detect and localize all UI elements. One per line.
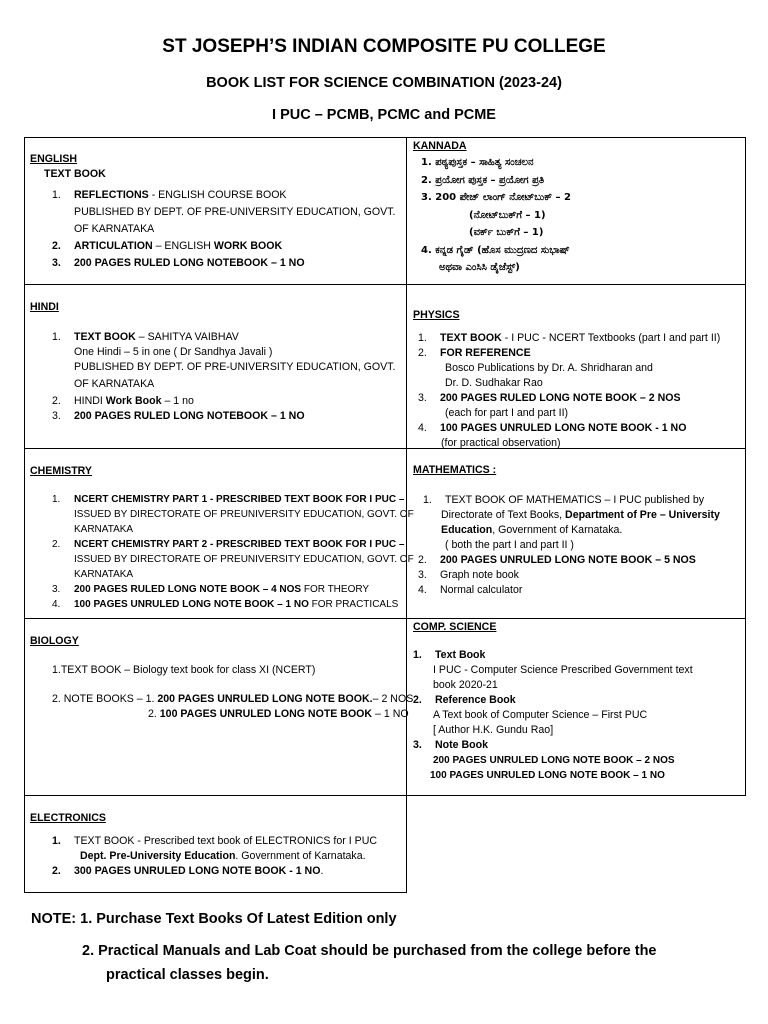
list-item: 4. Normal calculator: [418, 584, 523, 596]
list-item: 2. ARTICULATION – ENGLISH WORK BOOK: [52, 240, 283, 252]
list-item-line: Dr. D. Sudhakar Rao: [445, 377, 543, 389]
list-item-line: (for practical observation): [441, 437, 561, 449]
list-item-line: I PUC - Computer Science Prescribed Government text: [433, 664, 693, 676]
list-item-line: PUBLISHED BY DEPT. OF PRE-UNIVERSITY EDUCATION, GOVT.: [74, 361, 396, 373]
list-item: 1.TEXT BOOK – Biology text book for class XI (NCERT): [52, 664, 316, 676]
list-item: 2. 200 PAGES UNRULED LONG NOTE BOOK – 5 NOS: [418, 554, 696, 566]
table-border: [24, 892, 407, 893]
table-border: [24, 618, 746, 619]
list-item-line: One Hindi – 5 in one ( Dr Sandhya Javali ): [74, 346, 273, 358]
biology-heading: BIOLOGY: [30, 635, 79, 647]
list-item: 2. FOR REFERENCE: [418, 347, 531, 359]
list-item-line: Directorate of Text Books, Department of Pre – University: [441, 509, 720, 521]
chemistry-heading: CHEMISTRY: [30, 465, 92, 477]
list-item-line: Dept. Pre-University Education. Government of Karnataka.: [80, 850, 366, 862]
kannada-cell: [413, 139, 743, 277]
electronics-heading: ELECTRONICS: [30, 812, 106, 824]
cs-cell: [413, 620, 743, 783]
note-1: NOTE: 1. Purchase Text Books Of Latest Edition only: [31, 911, 397, 927]
list-item-line: OF KARNATAKA: [74, 223, 155, 235]
hindi-heading: HINDI: [30, 301, 59, 313]
table-border: [24, 795, 746, 796]
list-item-line: (each for part I and part II): [445, 407, 569, 419]
english-cell: [30, 152, 402, 271]
list-item: 3. 200 PAGES RULED LONG NOTE BOOK – 4 NOS FOR THEORY: [52, 584, 370, 595]
list-item: 3. 200 PAGES RULED LONG NOTEBOOK – 1 NO: [52, 410, 305, 422]
kannada-heading: KANNADA: [413, 140, 467, 152]
maths-heading: MATHEMATICS :: [413, 464, 497, 476]
list-item-line: KARNATAKA: [74, 524, 134, 535]
list-item-line: OF KARNATAKA: [74, 378, 155, 390]
list-item-line: 100 PAGES UNRULED LONG NOTE BOOK – 1 NO: [430, 770, 665, 781]
list-item: 2. NOTE BOOKS – 1. 200 PAGES UNRULED LONG NOTE BOOK.– 2 NOS: [52, 693, 414, 705]
list-item: 1. TEXT BOOK OF MATHEMATICS – I PUC published by: [423, 494, 705, 506]
list-item-line: [ Author H.K. Gundu Rao]: [433, 724, 554, 736]
list-item: 1. TEXT BOOK - I PUC - NCERT Textbooks (part I and part II): [418, 332, 721, 344]
list-item-line: ಅಥವಾ ಎಂಸಿಸಿ ಡೈಜೆಸ್ಟ್): [439, 262, 520, 273]
physics-cell: [413, 308, 743, 451]
list-item: 3. 200 ಪೇಜ್ ಲಾಂಗ್ ನೋಟ್‌ಬುಕ್ – 2: [421, 192, 571, 203]
table-border: [24, 137, 746, 138]
english-heading: ENGLISH: [30, 153, 78, 165]
list-item: 2. NCERT CHEMISTRY PART 2 - PRESCRIBED TEXT BOOK FOR I PUC –: [52, 539, 405, 550]
list-item: 1. REFLECTIONS - ENGLISH COURSE BOOK: [52, 189, 287, 201]
hindi-cell: [30, 300, 402, 424]
note-2-cont: practical classes begin.: [106, 967, 269, 983]
list-item: 4. 100 PAGES UNRULED LONG NOTE BOOK - 1 NO: [418, 422, 687, 434]
list-item-line: Education, Government of Karnataka.: [441, 524, 623, 536]
list-item-line: book 2020-21: [433, 679, 498, 691]
table-border: [745, 137, 746, 796]
note-2: 2. Practical Manuals and Lab Coat should be purchased from the college before the: [82, 943, 657, 959]
list-item-line: (ವರ್ಕ್ ಬುಕ್‌ಗೆ – 1): [469, 227, 544, 238]
list-item: 2. 300 PAGES UNRULED LONG NOTE BOOK - 1 NO.: [52, 865, 324, 877]
list-item-line: KARNATAKA: [74, 569, 134, 580]
list-item: 2. Reference Book: [413, 694, 516, 706]
combination-title: I PUC – PCMB, PCMC and PCME: [272, 107, 496, 123]
college-name: ST JOSEPH’S INDIAN COMPOSITE PU COLLEGE: [162, 36, 606, 57]
list-item-line: A Text book of Computer Science – First PUC: [433, 709, 648, 721]
list-item: 4. 100 PAGES UNRULED LONG NOTE BOOK – 1 NO FOR PRACTICALS: [52, 599, 399, 610]
list-item: 4. ಕನ್ನಡ ಗೈಡ್ (ಹೊಸ ಮುದ್ರಣದ ಸುಭಾಷ್: [421, 244, 570, 256]
table-border: [24, 137, 25, 893]
physics-heading: PHYSICS: [413, 309, 460, 321]
table-border: [24, 284, 746, 285]
list-item: 2. ಪ್ರಯೋಗ ಪುಸ್ತಕ – ಪ್ರಯೋಗ ಪ್ರತಿ: [421, 174, 545, 186]
list-item-line: ISSUED BY DIRECTORATE OF PREUNIVERSITY EDUCATION, GOVT. OF: [74, 554, 414, 565]
list-item-line: ( both the part I and part II ): [445, 539, 574, 551]
list-item: 3. Graph note book: [418, 569, 519, 581]
cs-heading: COMP. SCIENCE: [413, 621, 497, 633]
booklist-title: BOOK LIST FOR SCIENCE COMBINATION (2023-24): [206, 75, 562, 91]
list-item: 2. HINDI Work Book – 1 no: [52, 395, 194, 407]
list-item-line: 200 PAGES UNRULED LONG NOTE BOOK – 2 NOS: [433, 755, 675, 766]
list-item-line: 2. 100 PAGES UNRULED LONG NOTE BOOK – 1 NO: [148, 708, 409, 720]
english-textbook-label: TEXT BOOK: [44, 168, 106, 180]
list-item: 3. 200 PAGES RULED LONG NOTEBOOK – 1 NO: [52, 257, 305, 269]
list-item: 1. TEXT BOOK - Prescribed text book of ELECTRONICS for I PUC: [52, 835, 377, 847]
biology-cell: [30, 634, 414, 722]
list-item: 1. TEXT BOOK – SAHITYA VAIBHAV: [52, 331, 239, 343]
list-item: 1. Text Book: [413, 649, 486, 661]
list-item: 3. 200 PAGES RULED LONG NOTE BOOK – 2 NOS: [418, 392, 681, 404]
list-item-line: PUBLISHED BY DEPT. OF PRE-UNIVERSITY EDUCATION, GOVT.: [74, 206, 396, 218]
list-item: 1. ಪಠ್ಯಪುಸ್ತಕ – ಸಾಹಿತ್ಯ ಸಂಚಲನ: [421, 157, 534, 168]
maths-cell: [413, 463, 743, 598]
list-item-line: Bosco Publications by Dr. A. Shridharan and: [445, 362, 653, 374]
list-item-line: ISSUED BY DIRECTORATE OF PREUNIVERSITY EDUCATION, GOVT. OF: [74, 509, 414, 520]
list-item: 3. Note Book: [413, 739, 488, 751]
list-item-line: (ನೋಟ್‌ಬುಕ್‌ಗೆ – 1): [469, 209, 546, 221]
list-item: 1. NCERT CHEMISTRY PART 1 - PRESCRIBED TEXT BOOK FOR I PUC –: [52, 494, 405, 505]
electronics-cell: [30, 811, 402, 879]
chemistry-cell: [30, 464, 414, 612]
